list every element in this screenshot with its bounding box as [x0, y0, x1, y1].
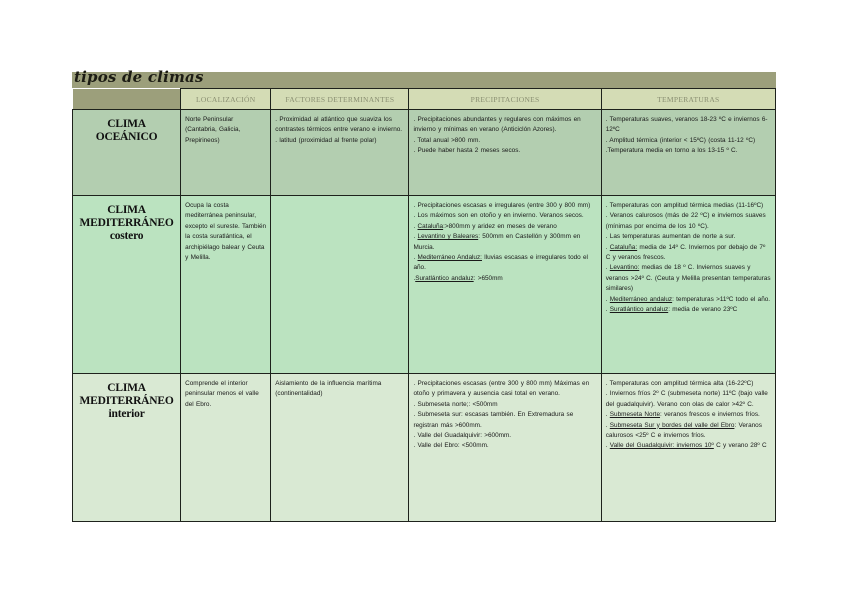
temp-item: . Temperaturas suaves, veranos 18-23 ºC e inviernos 6-12ºC	[605, 116, 768, 134]
table-row-mediterraneo-interior	[73, 374, 776, 522]
temp-item: .Temperatura media en torno a los 13-15 º C.	[605, 147, 738, 155]
climate-name-line: CLIMA	[107, 118, 146, 130]
header-row	[73, 89, 776, 110]
header-factores: FACTORES DETERMINANTES	[271, 89, 409, 110]
header-temperaturas: TEMPERATURAS	[601, 89, 775, 110]
table-row-oceanico	[73, 110, 776, 196]
localizacion-cell	[181, 374, 271, 522]
precip-item: . Submeseta sur: escasas también. En Extremadura se registran más >600mm.	[413, 411, 574, 429]
factores-cell	[271, 110, 409, 196]
temp-item: . Submeseta Sur y bordes del valle del Ebro: Veranos calurosos <25º C e inviernos fríos.	[605, 421, 762, 440]
precip-item: . Los máximos son en otoño y en invierno. Veranos secos.	[413, 212, 584, 220]
precipitaciones-cell	[409, 374, 601, 522]
region-label: Mediterráneo Andaluz:	[417, 254, 482, 262]
climate-name-cell	[73, 374, 181, 522]
factores-cell	[271, 374, 409, 522]
precip-item: .Suratlántico andaluz: >650mm	[413, 274, 503, 282]
region-label: Submeseta Sur y bordes del valle del Ebro	[609, 421, 735, 429]
climate-name-cell	[73, 196, 181, 374]
temp-item: . Temperaturas con amplitud térmica medias (11-16ºC)	[605, 202, 764, 209]
temp-item: . Temperaturas con amplitud térmica alta (16-22ºC)	[605, 380, 754, 387]
climate-name-line: CLIMA	[107, 382, 146, 394]
climate-table	[72, 88, 776, 522]
temp-item: . Levantino: medias de 18 º C. Inviernos suaves y veranos >24º C. (Ceuta y Melilla presentan temperaturas similares)	[605, 264, 771, 293]
factor-item: . latitud (proximidad al frente polar)	[275, 136, 377, 144]
precip-item: . Cataluña:>800mm y aridez en meses de verano	[413, 222, 557, 230]
factores-cell-empty	[271, 196, 409, 374]
climate-name-line: OCEÁNICO	[95, 131, 158, 143]
temperaturas-cell	[601, 110, 775, 196]
temperaturas-cell	[601, 196, 775, 374]
region-label: Mediterráneo andaluz	[609, 295, 673, 303]
precip-item: . Valle del Guadalquivir: >600mm.	[413, 432, 512, 440]
precip-item: . Precipitaciones escasas (entre 300 y 800 mm) Máximas en otoño y primavera y ausencia casi total en verano.	[413, 380, 590, 398]
title-band	[72, 68, 776, 88]
page-title: tipos de climas	[74, 68, 204, 86]
temp-item: . Valle del Guadalquivir: inviernos 10º C y verano 28º C	[605, 442, 767, 450]
precipitaciones-cell	[409, 196, 601, 374]
region-label: Suratlántico andaluz	[609, 306, 669, 314]
region-label: Levantino y Baleares	[417, 233, 479, 241]
region-label: Suratlántico andaluz	[415, 274, 474, 282]
climate-name-line: CLIMA	[107, 204, 146, 216]
climate-table-sheet	[72, 68, 776, 522]
temp-item: . Submeseta Norte: veranos frescos e inviernos fríos.	[605, 411, 760, 419]
precipitaciones-cell	[409, 110, 601, 196]
region-label: Levantino:	[609, 264, 640, 272]
precip-item: . Precipitaciones abundantes y regulares con máximos en invierno y mínimas en verano (Anticiclón Azores).	[413, 116, 581, 134]
temp-item: . Suratlántico andaluz: media de verano 23ºC	[605, 306, 738, 314]
climate-name-line: interior	[108, 408, 145, 420]
region-label: Cataluña	[417, 222, 444, 230]
temperaturas-cell	[601, 374, 775, 522]
precip-item: . Puede haber hasta 2 meses secos.	[413, 147, 521, 155]
header-localizacion: LOCALIZACIÓN	[181, 89, 271, 110]
climate-name-line: costero	[109, 230, 144, 242]
header-precipitaciones: PRECIPITACIONES	[409, 89, 601, 110]
localizacion-text: Comprende el interior peninsular menos el valle del Ebro.	[185, 380, 259, 408]
localizacion-cell	[181, 196, 271, 374]
temp-item: . Las temperaturas aumentan de norte a sur.	[605, 233, 736, 241]
precip-item: . Total anual >800 mm.	[413, 136, 481, 144]
factor-item: Aislamiento de la influencia marítima (continentalidad)	[275, 380, 382, 398]
localizacion-text: Ocupa la costa mediterránea peninsular, excepto el sureste. También la costa suratlántica, el archipiélago balear y Ceuta y Melilla.	[185, 202, 267, 262]
localizacion-text: Norte Peninsular (Cantabria, Galicia, Prepirineos)	[185, 116, 241, 144]
factor-item: . Proximidad al atlántico que suaviza los contrastes térmicos entre verano e invierno.	[275, 116, 403, 134]
precip-item: . Levantino y Baleares: 500mm en Castellón y 300mm en Murcia.	[413, 233, 581, 251]
precip-item: . Precipitaciones escasas e irregulares (entre 300 y 800 mm)	[413, 202, 591, 209]
region-label: Valle del Guadalquivir: inviernos 10º	[609, 442, 714, 450]
region-label: Cataluña:	[609, 243, 638, 251]
region-label: Submeseta Norte	[609, 411, 661, 419]
precip-item: . Mediterráneo Andaluz: lluvias escasas e irregulares todo el año.	[413, 254, 588, 272]
temp-item: . Inviernos fríos 2º C (submeseta norte) 11ºC (bajo valle del guadalquivir). Verano con olas de calor >42º C.	[605, 390, 768, 408]
precip-item: . Valle del Ebro: <500mm.	[413, 442, 489, 450]
table-row-mediterraneo-costero	[73, 196, 776, 374]
header-corner	[73, 89, 181, 110]
climate-name-line: MEDITERRÁNEO	[79, 217, 174, 229]
climate-name-line: MEDITERRÁNEO	[79, 395, 174, 407]
localizacion-cell	[181, 110, 271, 196]
temp-item: . Mediterráneo andaluz: temperaturas >11ºC todo el año.	[605, 295, 771, 303]
temp-item: . Amplitud térmica (interior < 15ºC) (costa 11-12 ºC)	[605, 136, 756, 144]
precip-item: . Submeseta norte;: <500mm	[413, 400, 498, 408]
temp-item: . Veranos calurosos (más de 22 ºC) e inviernos suaves (mínimas por encima de los 10 ºC).	[605, 212, 766, 230]
temp-item: . Cataluña: media de 14º C. Inviernos por debajo de 7º C y veranos frescos.	[605, 243, 766, 262]
climate-name-cell	[73, 110, 181, 196]
